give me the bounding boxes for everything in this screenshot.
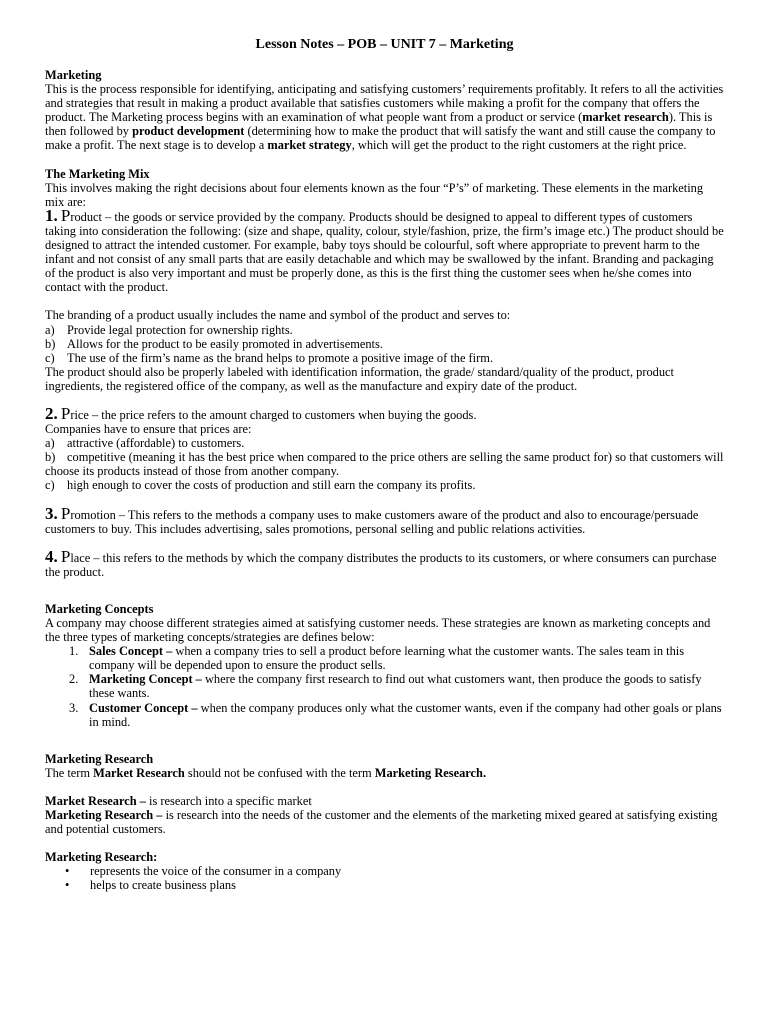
text-run: should not be confused with the term xyxy=(184,765,375,780)
bold-term: Market Research – xyxy=(45,793,146,808)
branding-intro: The branding of a product usually includes the name and symbol of the product and serves to: xyxy=(45,308,511,323)
text-run: is research into the needs of the customer and the elements of the marketing mixed geared at satisfying existing and potential customers. xyxy=(45,808,718,837)
marketing-mix-intro: This involves making the right decisions about four elements known as the four “P’s” of marketing. These elements in the marketing mix are: xyxy=(45,180,704,209)
bold-term: market research xyxy=(582,110,669,125)
list-item xyxy=(45,878,724,892)
text-run: where the company first research to find out what customers want, then produce the goods to satisfy these wants. xyxy=(89,672,702,701)
list-marker: a) xyxy=(45,322,55,337)
bold-term: Sales Concept – xyxy=(89,644,173,659)
price-paragraph xyxy=(45,403,724,423)
item-number: 4. xyxy=(45,546,58,566)
concepts-intro: A company may choose different strategies aimed at satisfying customer needs. These strategies are known as marketing concepts and the three types of marketing concepts/strategies are defines below: xyxy=(45,616,711,645)
marketing-concepts-heading: Marketing Concepts xyxy=(45,601,154,616)
list-item xyxy=(45,337,724,351)
list-item xyxy=(45,644,724,672)
list-marker: a) xyxy=(45,436,55,451)
promotion-paragraph xyxy=(45,503,724,536)
text-run: (determining how to make the product that will satisfy the want and still cause the company to make a profit. The next stage is to develop a xyxy=(45,124,716,153)
list-text: competitive (meaning it has the best price when compared to the price others are selling the same product for) so that customers will choose its products instead of those from another company. xyxy=(45,450,724,479)
item-number: 3. xyxy=(45,503,58,523)
text-run: , which will get the product to the right customers at the right price. xyxy=(351,138,687,153)
list-text: attractive (affordable) to customers. xyxy=(67,436,245,451)
text-run: ). This is then followed by xyxy=(45,110,713,139)
price-intro: Companies have to ensure that prices are: xyxy=(45,422,252,437)
concepts-list xyxy=(45,644,724,729)
page-title: Lesson Notes – POB – UNIT 7 – Marketing xyxy=(255,37,514,52)
bold-term: market strategy xyxy=(267,138,352,153)
drop-letter: P xyxy=(60,205,71,225)
list-item xyxy=(45,450,724,478)
text-run: The term xyxy=(45,765,94,780)
list-marker: c) xyxy=(45,478,55,493)
research-distinction xyxy=(45,766,724,780)
list-marker: 1. xyxy=(69,644,79,659)
text-run: when a company tries to sell a product before learning what the customer wants. The sales team in this company will be depended upon to ensure the product sells. xyxy=(89,644,685,673)
bold-term: product development xyxy=(132,124,245,139)
market-research-definition xyxy=(45,794,724,808)
bold-term: Market Research xyxy=(93,765,185,780)
bold-term: Marketing Research – xyxy=(45,808,163,823)
list-item xyxy=(45,351,724,365)
drop-letter: P xyxy=(60,403,71,423)
item-number: 1. xyxy=(45,205,58,225)
drop-letter: P xyxy=(60,546,71,566)
list-text xyxy=(89,701,724,729)
labeling-paragraph: The product should also be properly labeled with identification information, the grade/ standard/quality of the product, product ingredients, the registered office of the company, as well as the manufacture and expiry date of the product. xyxy=(45,364,674,393)
product-paragraph xyxy=(45,205,724,295)
list-item xyxy=(45,672,724,700)
list-text: helps to create business plans xyxy=(90,878,236,893)
marketing-mix-heading: The Marketing Mix xyxy=(45,166,150,181)
text-run: This is the process responsible for identifying, anticipating and satisfying customers’ requirements profitably. It refers to all the activities and strategies that result in making a product available that satisfies customers while making a profit for the company that offers the product. The Marketing process begins with an examination of what people want from a product or service ( xyxy=(45,82,724,125)
list-marker: 2. xyxy=(69,672,79,687)
text-run: roduct – the goods or service provided by the company. Products should be designed to appeal to different types of customers taking into consideration the following: (size and shape, quality, colour, style/fashion, prize, the firm’s image etc.) The product should be designed to attract the intended customer. For example, baby toys should be colourful, soft where appropriate to prevent harm to the infant and not consist of any small parts that are easily detachable and which may be swallowed by the infant. Branding and packaging of the product is also very important and must be properly done, as this is the first thing the customer sees when he/she comes into contact with the product. xyxy=(45,209,724,295)
text-run: when the company produces only what the customer wants, even if the company had other goals or plans in mind. xyxy=(89,700,722,729)
bold-term: Marketing Research. xyxy=(374,765,487,780)
marketing-heading: Marketing xyxy=(45,68,102,82)
bullet-icon: • xyxy=(65,864,70,879)
list-marker: b) xyxy=(45,336,56,351)
list-marker: c) xyxy=(45,350,55,365)
list-item xyxy=(45,864,724,878)
price-list xyxy=(45,436,724,492)
marketing-research-heading: Marketing Research xyxy=(45,751,154,766)
bullet-icon: • xyxy=(65,878,70,893)
text-run: romotion – This refers to the methods a company uses to make customers aware of the product and also to encourage/persuade customers to buy. This includes advertising, sales promotions, personal selling and public relations activities. xyxy=(45,507,699,536)
marketing-research-definition xyxy=(45,808,724,836)
branding-list xyxy=(45,323,724,365)
text-run: rice – the price refers to the amount charged to customers when buying the goods. xyxy=(70,407,477,422)
list-marker: 3. xyxy=(69,700,79,715)
list-text xyxy=(89,644,724,672)
list-text: high enough to cover the costs of production and still earn the company its profits. xyxy=(67,478,476,493)
item-number: 2. xyxy=(45,403,58,423)
list-item xyxy=(45,701,724,729)
research-bullet-list xyxy=(45,864,724,892)
list-item xyxy=(45,436,724,450)
place-paragraph xyxy=(45,546,724,579)
text-run: is research into a specific market xyxy=(145,793,312,808)
list-text: Provide legal protection for ownership rights. xyxy=(67,322,293,337)
bold-term: Marketing Concept – xyxy=(89,672,202,687)
text-run: lace – this refers to the methods by which the company distributes the products to its customers, or where consumers can purchase the product. xyxy=(45,550,717,579)
list-text: Allows for the product to be easily promoted in advertisements. xyxy=(67,336,383,351)
list-text xyxy=(89,672,724,700)
marketing-research-subheading: Marketing Research: xyxy=(45,850,158,865)
list-item xyxy=(45,478,724,492)
bold-term: Customer Concept – xyxy=(89,700,198,715)
list-item xyxy=(45,323,724,337)
marketing-paragraph xyxy=(45,82,724,152)
list-marker: b) xyxy=(45,450,56,465)
list-text: The use of the firm’s name as the brand helps to promote a positive image of the firm. xyxy=(67,350,493,365)
list-text: represents the voice of the consumer in a company xyxy=(90,864,342,879)
drop-letter: P xyxy=(60,503,71,523)
